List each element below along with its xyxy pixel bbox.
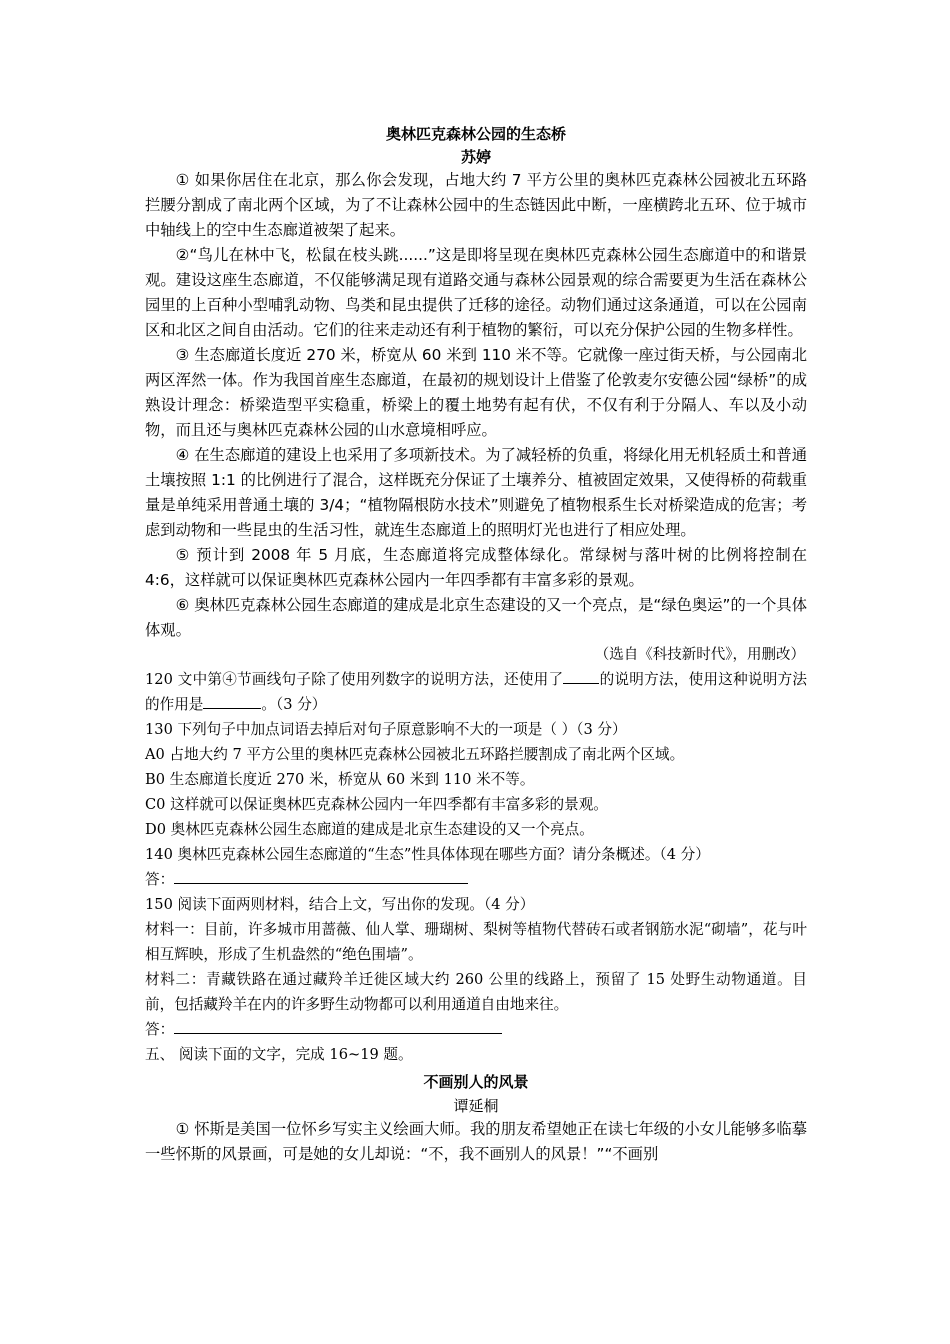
article-author: 苏婷 xyxy=(460,148,491,166)
paragraph-1: ① 如果你居住在北京，那么你会发现，占地大约 7 平方公里的奥林匹克森林公园被北五环路拦腰分割成了南北两个区域，为了不让森林公园中的生态链因此中断，一座横跨北五环、位于城市中轴线上的空中生态廊道被架了起来。 xyxy=(145,171,807,239)
article2-paragraph-1: ① 怀斯是美国一位怀乡写实主义绘画大师。我的朋友希望她正在读七年级的小女儿能够多临摹一些怀斯的风景画，可是她的女儿却说：“不，我不画别人的风景！”“不画别 xyxy=(145,1120,807,1163)
answer-blank-1[interactable] xyxy=(563,669,599,684)
question-12-part-c: 。（3 分） xyxy=(261,696,327,713)
answer-line-15 xyxy=(145,1017,807,1042)
question-12 xyxy=(145,667,807,717)
question-14: 140 奥林匹克森林公园生态廊道的“生态”性具体体现在哪些方面？请分条概述。（4 分） xyxy=(145,846,710,863)
answer-line-14 xyxy=(145,867,807,892)
option-a[interactable]: A0 占地大约 7 平方公里的奥林匹克森林公园被北五环路拦腰割成了南北两个区域。 xyxy=(145,746,685,763)
option-c[interactable]: C0 这样就可以保证奥林匹克森林公园内一年四季都有丰富多彩的景观。 xyxy=(145,796,608,813)
question-13: 130 下列句子中加点词语去掉后对句子原意影响不大的一项是（ ）（3 分） xyxy=(145,721,627,738)
article-title: 奥林匹克森林公园的生态桥 xyxy=(385,125,566,143)
material-1: 材料一：目前，许多城市用蔷薇、仙人掌、珊瑚树、梨树等植物代替砖石或者钢筋水泥“砌墙”，花与叶相互辉映，形成了生机盎然的“绝色围墙”。 xyxy=(145,921,807,963)
paragraph-3: ③ 生态廊道长度近 270 米，桥宽从 60 米到 110 米不等。它就像一座过街天桥，与公园南北两区浑然一体。作为我国首座生态廊道，在最初的规划设计上借鉴了伦敦麦尔安德公园“绿桥”的成熟设计理念：桥梁造型平实稳重，桥梁上的覆土地势有起有伏，不仅有利于分隔人、车以及小动物，而且还与奥林匹克森林公园的山水意境相呼应。 xyxy=(145,346,807,439)
answer-label: 答： xyxy=(145,871,175,888)
question-12-part-a: 120 文中第④节画线句子除了使用列数字的说明方法，还使用了 xyxy=(145,671,564,688)
material-2: 材料二：青藏铁路在通过藏羚羊迁徙区域大约 260 公里的线路上，预留了 15 处野生动物通道。目前，包括藏羚羊在内的许多野生动物都可以利用通道自由地来往。 xyxy=(145,971,807,1013)
option-d[interactable]: D0 奥林匹克森林公园生态廊道的建成是北京生态建设的又一个亮点。 xyxy=(145,821,594,838)
question-15: 150 阅读下面两则材料，结合上文，写出你的发现。（4 分） xyxy=(145,896,535,913)
article-source: （选自《科技新时代》，用删改） xyxy=(594,647,805,663)
answer-blank-2[interactable] xyxy=(203,694,261,709)
paragraph-5: ⑤ 预计到 2008 年 5 月底，生态廊道将完成整体绿化。常绿树与落叶树的比例将控制在 4:6，这样就可以保证奥林匹克森林公园内一年四季都有丰富多彩的景观。 xyxy=(145,546,807,589)
answer-line-input-14[interactable] xyxy=(174,869,468,884)
option-b[interactable]: B0 生态廊道长度近 270 米，桥宽从 60 米到 110 米不等。 xyxy=(145,771,535,788)
document-page xyxy=(145,122,807,1167)
paragraph-6: ⑥ 奥林匹克森林公园生态廊道的建成是北京生态建设的又一个亮点，是“绿色奥运”的一个具体体观。 xyxy=(145,596,807,639)
answer-label: 答： xyxy=(145,1021,175,1038)
question-12-part-b: 的说明方法，使用这种说明方法的作用是 xyxy=(145,671,807,713)
article2-author: 谭延桐 xyxy=(453,1097,499,1115)
paragraph-2: ②“鸟儿在林中飞，松鼠在枝头跳......”这是即将呈现在奥林匹克森林公园生态廊道中的和谐景观。建设这座生态廊道，不仅能够满足现有道路交通与森林公园景观的综合需要更为生活在森林公园里的上百种小型哺乳动物、鸟类和昆虫提供了迁移的途径。动物们通过这条通道，可以在公园南区和北区之间自由活动。它们的往来走动还有利于植物的繁衍，可以充分保护公园的生物多样性。 xyxy=(145,246,807,339)
article2-title: 不画别人的风景 xyxy=(423,1073,529,1091)
paragraph-4: ④ 在生态廊道的建设上也采用了多项新技术。为了减轻桥的负重，将绿化用无机轻质土和普通土壤按照 1:1 的比例进行了混合，这样既充分保证了土壤养分、植被固定效果，又使得桥的荷载重量是单纯采用普通土壤的 3/4；“植物隔根防水技术”则避免了植物根系生长对桥梁造成的危害；考虑到动物和一些昆虫的生活习性，就连生态廊道上的照明灯光也进行了相应处理。 xyxy=(145,446,807,539)
section-5-heading: 五、 阅读下面的文字，完成 16~19 题。 xyxy=(145,1046,413,1063)
answer-line-input-15[interactable] xyxy=(174,1019,502,1034)
